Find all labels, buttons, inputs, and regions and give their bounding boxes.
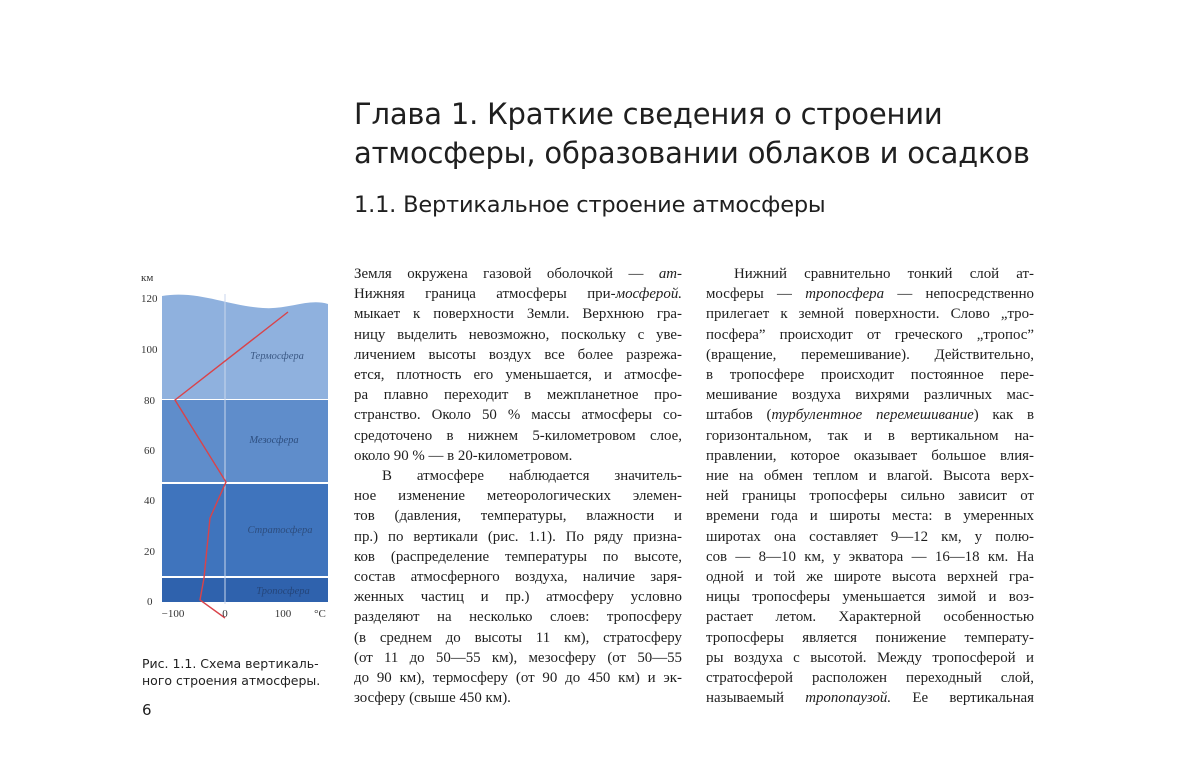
text-run: сов — 8—10 км, у экватора — 16—18 км. На — [706, 548, 1034, 565]
text-line — [354, 527, 682, 547]
text-line — [354, 688, 682, 708]
text-run: Ее вертикальная — [891, 690, 1035, 707]
text-line — [354, 587, 682, 607]
text-line — [706, 466, 1034, 486]
text-line — [354, 486, 682, 506]
text-run: называемый — [706, 690, 806, 707]
text-run: В атмосфере наблюдается значитель- — [382, 468, 682, 485]
text-run: мыкает к поверхности Земли. Верхнюю гра- — [354, 306, 682, 323]
text-run: (в среднем до высоты 11 км), стратосферу — [354, 629, 682, 646]
layer-thermosphere-band — [162, 295, 328, 399]
layer-label-thermosphere: Термосфера — [250, 351, 304, 362]
text-column-right — [706, 264, 1034, 708]
text-run: пр.) по вертикали (рис. 1.1). По ряду призна- — [354, 528, 682, 545]
text-line — [354, 506, 682, 526]
text-line — [706, 567, 1034, 587]
text-run: одной и той же широте высота верхней гра- — [706, 569, 1034, 586]
text-line — [354, 466, 682, 486]
y-tick-label: 0 — [147, 596, 153, 608]
y-tick-label: 40 — [144, 495, 155, 507]
text-run: прилегает к земной поверхности. Слово „тро- — [706, 306, 1034, 323]
text-run: — непосредственно — [884, 286, 1035, 303]
text-run: Нижний сравнительно тонкий слой ат- — [734, 266, 1034, 282]
text-run: ется, плотность его уменьшается, и атмосфе- — [354, 367, 682, 384]
layer-label-troposphere: Тропосфера — [256, 586, 310, 597]
x-tick-label: −100 — [161, 608, 185, 620]
text-line — [706, 426, 1034, 446]
y-axis-unit: км — [141, 272, 154, 284]
text-run: ней границы тропосферы сильно зависит от — [706, 488, 1034, 505]
text-line — [706, 628, 1034, 648]
text-line — [706, 648, 1034, 668]
chapter-title-line-2: атмосферы, образовании облаков и осадков — [354, 136, 1030, 170]
text-run: штабов ( — [706, 407, 772, 424]
x-tick-label: 0 — [222, 608, 228, 620]
text-line — [706, 587, 1034, 607]
text-run: ра плавно переходит в межпланетное про- — [354, 387, 682, 404]
text-run: мосферы — — [706, 286, 806, 303]
italic-term: турбулентное перемешивание — [771, 407, 974, 424]
text-run: ницы тропосферы уменьшается зимой и воз- — [706, 589, 1034, 606]
text-run: состав атмосферного воздуха, наличие заря- — [354, 569, 682, 586]
text-line — [354, 405, 682, 425]
text-run: средоточено в нижнем 5-километровом слое, — [354, 427, 682, 444]
text-line — [706, 607, 1034, 627]
italic-term: тропопаузой. — [805, 690, 892, 707]
italic-term: мосферой. — [615, 286, 682, 303]
text-line — [354, 365, 682, 385]
text-run: посфера” происходит от греческого „тропос” — [706, 326, 1034, 343]
text-line — [706, 284, 1034, 304]
text-run: мешивание воздуха вихрями различных мас- — [706, 387, 1034, 404]
text-line — [354, 345, 682, 365]
atmosphere-structure-figure — [138, 268, 338, 628]
layer-label-stratosphere: Стратосфера — [247, 525, 313, 536]
text-line — [354, 304, 682, 324]
text-line — [354, 426, 682, 446]
text-run: ницу выделить невозможно, поскольку с уве- — [354, 326, 682, 343]
text-run: растает летом. Характерной особенностью — [706, 609, 1034, 626]
text-line — [706, 345, 1034, 365]
y-tick-label: 80 — [144, 395, 155, 407]
text-run: ) как в — [973, 407, 1034, 424]
text-run: тов (давления, температуры, влажности и — [354, 508, 682, 525]
text-run: до 90 км), термосферу (от 90 до 450 км) и эк- — [354, 670, 682, 687]
chapter-title-line-1: Глава 1. Краткие сведения о строении — [354, 97, 943, 131]
text-run: около 90 % — в 20-километровом. — [354, 447, 573, 464]
text-line — [354, 385, 682, 405]
text-line — [706, 264, 1034, 284]
caption-line-1: Рис. 1.1. Схема вертикаль- — [142, 656, 319, 671]
text-run: стратосферой расположен переходный слой, — [706, 670, 1034, 687]
text-run: ков (распределение температуры по высоте, — [354, 548, 682, 565]
text-run: (от 11 до 50—55 км), мезосферу (от 50—55 — [354, 649, 682, 666]
text-line — [706, 688, 1034, 708]
layer-label-mesosphere: Мезосфера — [249, 435, 299, 446]
text-run: правлении, которое оказывает большое влия- — [706, 447, 1034, 464]
text-line — [706, 506, 1034, 526]
text-run: широтах она составляет 9—12 км, у полю- — [706, 528, 1034, 545]
text-line — [354, 446, 682, 466]
text-column-left — [354, 264, 682, 708]
text-line — [354, 648, 682, 668]
text-line — [706, 668, 1034, 688]
text-run: горизонтальном, так и в вертикальном на- — [706, 427, 1034, 444]
italic-term: тропосфера — [805, 286, 885, 303]
y-tick-label: 60 — [144, 445, 155, 457]
text-line — [354, 607, 682, 627]
text-run: ры воздуха с высотой. Между тропосферой и — [706, 649, 1034, 666]
text-line — [354, 628, 682, 648]
text-run: ное изменение метеорологических элемен- — [354, 488, 682, 505]
text-line — [706, 446, 1034, 466]
text-run: женных частиц и пр.) атмосферу условно — [354, 589, 682, 606]
text-run: странство. Около 50 % массы атмосферы со- — [354, 407, 682, 424]
text-run: в тропосфере происходит постоянное пере- — [706, 367, 1034, 384]
x-axis-unit: °C — [314, 608, 326, 620]
caption-line-2: ного строения атмосферы. — [142, 672, 321, 688]
layer-mesosphere-band — [162, 400, 328, 482]
text-run: личением высоты воздух все более разрежа- — [354, 346, 682, 363]
y-tick-label: 20 — [144, 546, 155, 558]
text-run: тропосферы является понижение температу- — [706, 629, 1034, 646]
text-line — [354, 668, 682, 688]
text-line — [706, 325, 1034, 345]
text-line — [706, 486, 1034, 506]
text-line — [706, 405, 1034, 425]
text-line — [354, 567, 682, 587]
text-line — [706, 547, 1034, 567]
atmosphere-diagram — [138, 268, 338, 628]
text-line — [354, 547, 682, 567]
text-run: времени года и широты места: в умеренных — [706, 508, 1034, 525]
x-tick-label: 100 — [274, 608, 292, 620]
text-line — [354, 325, 682, 345]
y-tick-label: 100 — [141, 344, 158, 356]
text-line — [706, 304, 1034, 324]
text-run: зосферу (свыше 450 км). — [354, 690, 511, 707]
text-line — [354, 264, 682, 284]
figure-caption — [142, 656, 342, 689]
text-run: Земля окружена газовой оболочкой — — [354, 266, 659, 282]
page-number: 6 — [142, 701, 152, 719]
y-tick-label: 120 — [141, 293, 158, 305]
text-run: разделяют на несколько слоев: тропосферу — [354, 609, 682, 626]
chapter-title — [354, 95, 1154, 173]
text-line — [354, 284, 682, 304]
text-line — [706, 385, 1034, 405]
section-title: 1.1. Вертикальное строение атмосферы — [354, 192, 826, 218]
text-run: ние на обмен теплом и влагой. Высота верх- — [706, 468, 1034, 485]
italic-term: ат- — [658, 266, 682, 282]
text-run: (вращение, перемешивание). Действительно, — [706, 346, 1034, 363]
text-line — [706, 527, 1034, 547]
text-run: Нижняя граница атмосферы при- — [354, 286, 616, 303]
text-line — [706, 365, 1034, 385]
